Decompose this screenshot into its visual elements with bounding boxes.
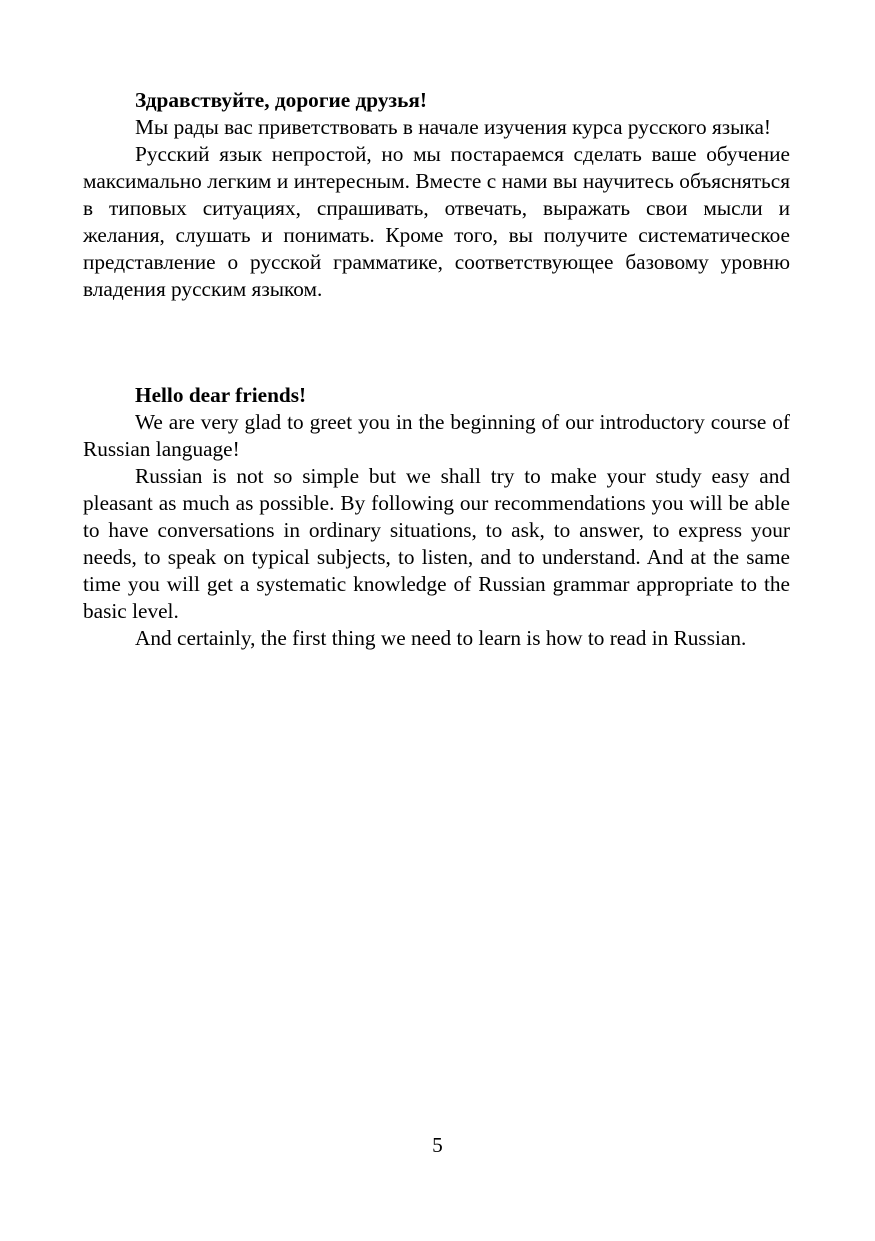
- russian-section: [83, 87, 790, 303]
- russian-paragraph-2: Русский язык непростой, но мы постараемся сделать ваше обучение максимально легким и интересным. Вместе с нами вы научитесь объясняться в типовых ситуациях, спрашивать, отвечать, выражать свои мысли и желания, слушать и понимать. Кроме того, вы получите систематическое представление о русской грамматике, соответствующее базовому уровню владения русским языком.: [83, 142, 790, 301]
- russian-paragraph-1: Мы рады вас приветствовать в начале изучения курса русского языка!: [135, 115, 772, 139]
- english-heading: Hello dear friends!: [135, 383, 307, 407]
- english-paragraph-3: And certainly, the first thing we need to learn is how to read in Russian.: [135, 626, 747, 650]
- russian-heading: Здравствуйте, дорогие друзья!: [135, 88, 427, 112]
- english-section: [83, 382, 790, 652]
- english-paragraph-2: Russian is not so simple but we shall try to make your study easy and pleasant as much as possible. By following our recommendations you will be able to have conversations in ordinary situations, to ask, to answer, to express your needs, to speak on typical subjects, to listen, and to understand. And at the same time you will get a systematic knowledge of Russian grammar appropriate to the basic level.: [83, 464, 790, 623]
- page-number: 5: [432, 1133, 443, 1157]
- english-paragraph-1: We are very glad to greet you in the beginning of our introductory course of Russian language!: [83, 410, 790, 461]
